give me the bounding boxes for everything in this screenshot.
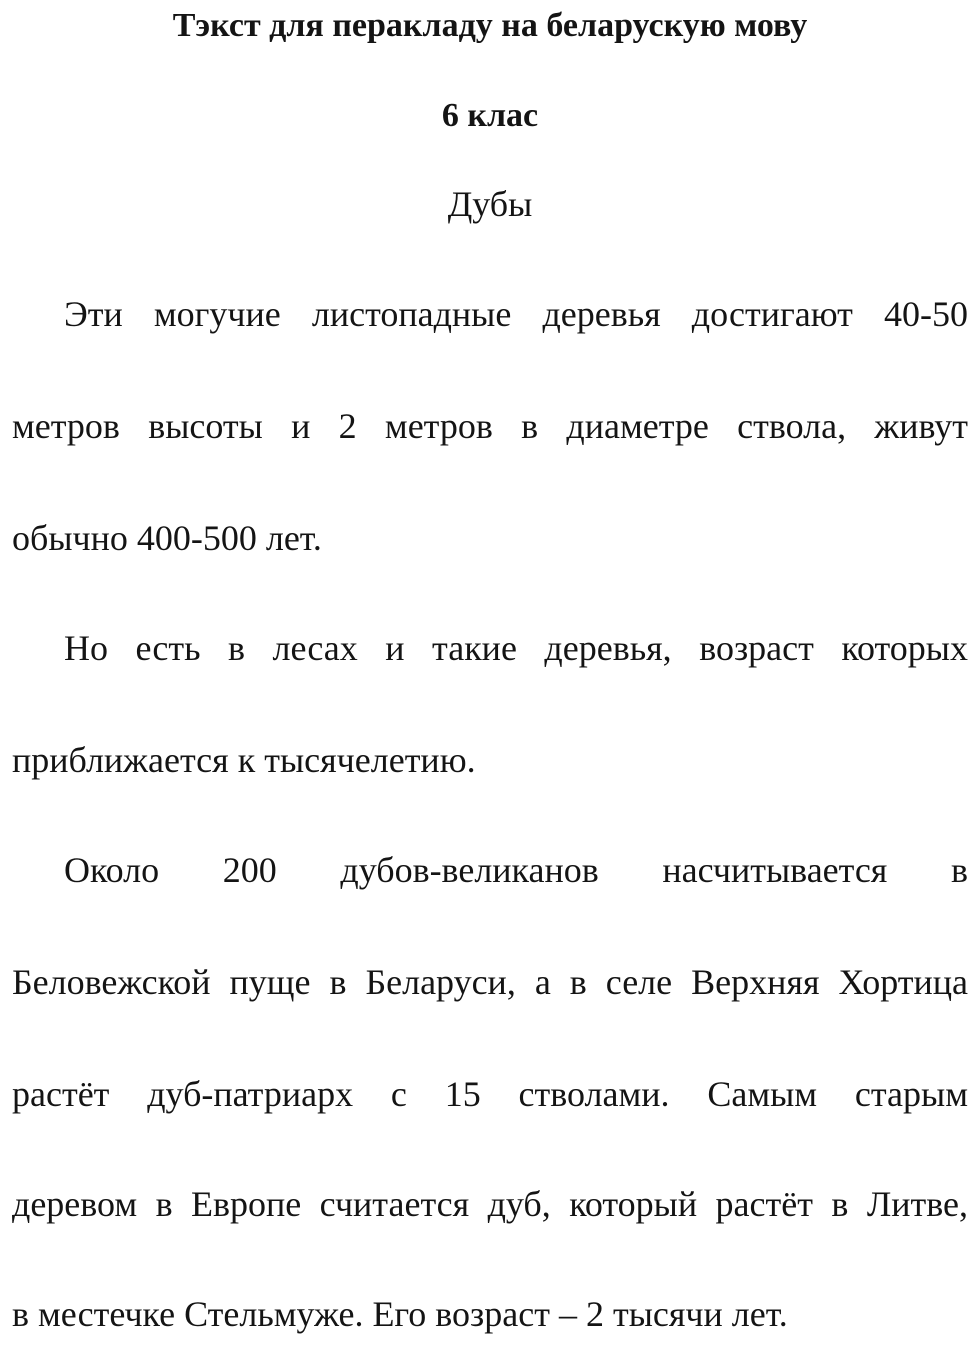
text-line: деревом в Европе считается дуб, который растёт в Литве, [12, 1184, 968, 1224]
document-title: Тэкст для перакладу на беларускую мову [172, 7, 808, 44]
text-heading: Дубы [447, 184, 533, 224]
text-line: растёт дуб-патриарх с 15 стволами. Самым старым [12, 1074, 968, 1114]
text-line: Около 200 дубов-великанов насчитывается в [64, 850, 968, 890]
text-line: приближается к тысячелетию. [12, 740, 476, 780]
text-line: метров высоты и 2 метров в диаметре ствола, живут [12, 406, 968, 446]
text-line: обычно 400-500 лет. [12, 518, 322, 558]
grade-label: 6 клас [441, 97, 539, 134]
text-line: Беловежской пуще в Беларуси, а в селе Верхняя Хортица [12, 962, 968, 1002]
text-line: Эти могучие листопадные деревья достигают 40-50 [64, 294, 968, 334]
text-line: в местечке Стельмуже. Его возраст – 2 тысячи лет. [12, 1294, 788, 1334]
text-line: Но есть в лесах и такие деревья, возраст которых [64, 628, 968, 668]
